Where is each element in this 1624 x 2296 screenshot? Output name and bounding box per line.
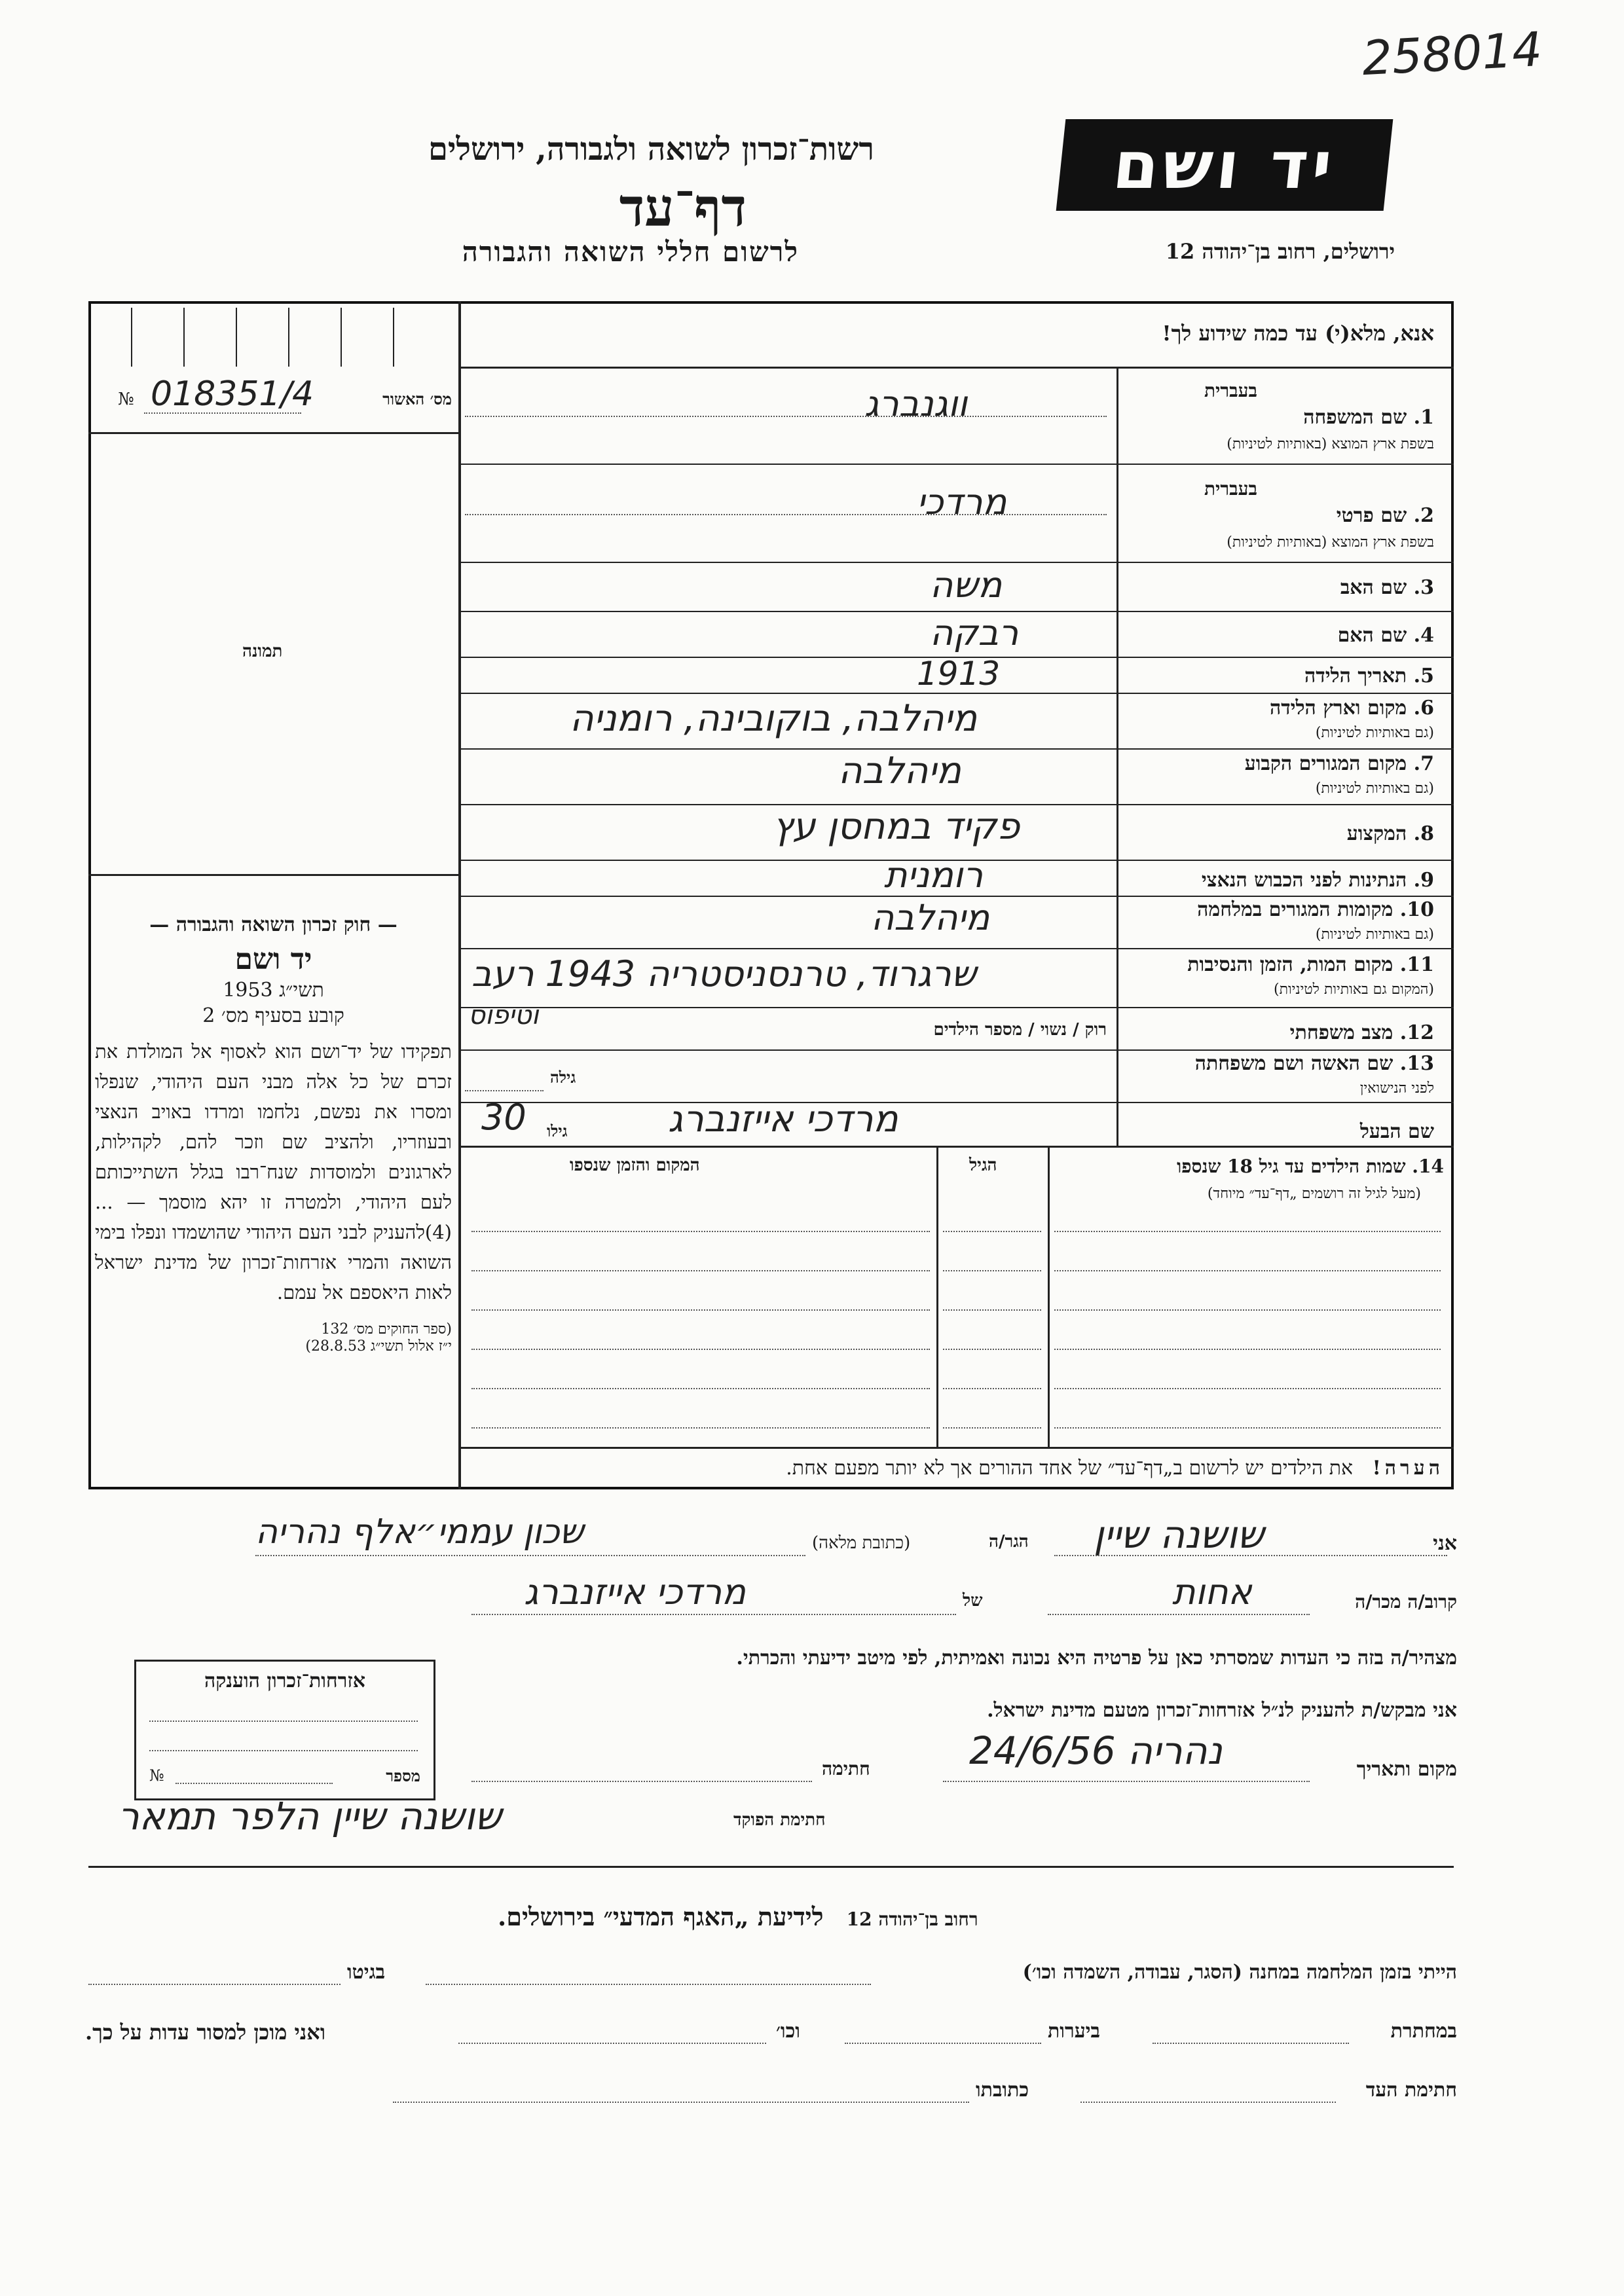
citizenship-number-label: מספר xyxy=(386,1766,420,1785)
field-value[interactable]: מרדכי xyxy=(917,481,1007,522)
wife-age-label: גילה xyxy=(550,1068,576,1087)
field-label: 5. תאריך הלידה xyxy=(1304,665,1434,687)
registration-label: מס׳ האשור xyxy=(382,390,452,409)
field-residence xyxy=(458,750,1454,805)
citizenship-box xyxy=(134,1660,435,1800)
citizenship-title: אזרחות־זכרון הוענקה xyxy=(204,1669,366,1692)
law-ref2: י״ז אלול תשי״ג 28.8.53) xyxy=(305,1338,452,1355)
decl-resident-label: הגר/ה xyxy=(989,1532,1029,1552)
field-lang: בעברית xyxy=(1204,380,1257,401)
photo-label: תמונה xyxy=(242,642,283,661)
footer-line1: הייתי בזמן המלחמה במחנה (הסגר, עבודה, השמדה וכו׳) xyxy=(1022,1961,1457,1984)
field-sub: (המקום גם באותיות לטיניות) xyxy=(1274,981,1434,998)
decl-official-value[interactable]: שושנה שיין הלפר תמאר xyxy=(118,1794,502,1838)
field-sub: (גם באותיות לטיניות) xyxy=(1315,725,1434,741)
field-wife-name xyxy=(458,1051,1454,1103)
registration-boxes xyxy=(92,308,458,367)
footer-address-label: כתובתו xyxy=(976,2079,1029,2102)
field-label: 7. מקום המגורים הקבוע xyxy=(1244,752,1434,775)
field-war-residence xyxy=(458,897,1454,949)
decl-signature-label: חתימה xyxy=(822,1758,870,1779)
field-value[interactable]: מרדכי אייזנברג xyxy=(668,1098,898,1140)
field-sub: (גם באותיות לטיניות) xyxy=(1315,780,1434,797)
logo-text: יד ושם xyxy=(1109,126,1340,204)
decl-statement: מצהיר/ה בזה כי העדות שמסרתי כאן על פרטיה היא נכונה ואמיתית, לפי מיטב ידיעתי והכרתי. xyxy=(736,1647,1457,1669)
husband-age-value[interactable]: 30 xyxy=(481,1097,526,1138)
registration-prefix: № xyxy=(118,390,134,409)
header-address: ירושלים, רחוב בן־יהודה 12 xyxy=(1165,239,1395,264)
field-value[interactable]: רומנית xyxy=(884,854,984,896)
authority-name: רשות־זכרון לשואה ולגבורה, ירושלים xyxy=(428,131,874,168)
field-value[interactable]: ווגנברג xyxy=(864,383,968,424)
field-value[interactable]: 1913 xyxy=(917,655,1001,693)
field-value[interactable]: שרגרוד, טרנסניסטריה 1943 רעב xyxy=(471,953,977,994)
archive-number: 258014 xyxy=(1360,21,1543,86)
decl-address-paren: (כתובת מלאה) xyxy=(812,1533,911,1553)
decl-i-label: אני xyxy=(1433,1532,1457,1555)
field-value[interactable]: רבקה xyxy=(930,612,1019,653)
law-section xyxy=(95,913,452,1355)
decl-of-value[interactable]: מרדכי אייזנברג xyxy=(524,1571,746,1613)
footer-forests: ביערות xyxy=(1048,2020,1101,2043)
footer-etc: וכו׳ xyxy=(776,2020,800,2043)
registration-value: 018351/4 xyxy=(151,374,314,414)
field-mother-name xyxy=(458,612,1454,658)
field-value[interactable]: פקיד במחסן עץ xyxy=(773,805,1020,848)
field-nationality xyxy=(458,854,1454,897)
decl-relation-value[interactable]: אחות xyxy=(1172,1571,1252,1613)
field-sub: בשפת ארץ המוצא (באותיות לטיניות) xyxy=(1227,436,1434,452)
field-value[interactable]: מיהלבה, בוקובינה, רומניה xyxy=(570,697,978,740)
form-subtitle: לרשום חללי השואה והגבורה xyxy=(462,236,799,268)
field-first-name xyxy=(458,465,1454,563)
children-sub: (מעל לגיל זה רושמים „דף־עד״ מיוחד) xyxy=(1207,1186,1421,1202)
field-sub: רוק / נשוי / מספר הילדים xyxy=(933,1020,1107,1040)
field-birth-date xyxy=(458,655,1454,694)
field-label: 8. המקצוע xyxy=(1346,822,1434,845)
field-lang: בעברית xyxy=(1204,478,1257,500)
children-age-header: הגיל xyxy=(969,1156,997,1175)
decl-official-label: חתימת הפוקד xyxy=(733,1810,826,1830)
decl-request: אני מבקש/ת להעניק לנ״ל אזרחות־זכרון מטעם מדינת ישראל. xyxy=(987,1699,1457,1722)
law-ref1: (ספר החוקים מס׳ 132 xyxy=(321,1321,452,1338)
law-title: — חוק זכרון השואה והגבורה — xyxy=(149,913,397,936)
field-label: 9. הנתינות לפני הכבוש הנאצי xyxy=(1201,869,1434,892)
footer-ghetto: בגיטו xyxy=(347,1961,386,1984)
field-label: 3. שם האב xyxy=(1340,576,1434,599)
field-label: 11. מקום המות, הזמן והנסיבות xyxy=(1187,953,1434,976)
field-label: שם הבעל xyxy=(1359,1120,1434,1143)
field-label: 13. שם האשה ושם משפחתה xyxy=(1194,1052,1434,1075)
field-label: 2. שם פרטי xyxy=(1336,504,1434,527)
field-family-name xyxy=(458,367,1454,465)
field-label: 10. מקומות המגורים במלחמה xyxy=(1197,898,1434,921)
field-husband-name xyxy=(458,1097,1454,1146)
form-title: דף־עד xyxy=(619,177,747,238)
decl-name-value[interactable]: שושנה שיין xyxy=(1094,1512,1264,1557)
field-value[interactable]: מיהלבה xyxy=(871,897,990,938)
law-year: תשי״ג 1953 xyxy=(223,979,324,1002)
field-birth-place xyxy=(458,694,1454,750)
footer-ready: ואני מוכן למסור עדות על כך. xyxy=(85,2020,326,2045)
field-label: 6. מקום וארץ הלידה xyxy=(1269,697,1434,720)
husband-age-label: גילו xyxy=(547,1121,568,1140)
field-sub: בשפת ארץ המוצא (באותיות לטיניות) xyxy=(1227,534,1434,551)
law-name: יד ושם xyxy=(234,943,312,976)
decl-address-value[interactable]: שכון עממי״אלף נהריה xyxy=(255,1512,584,1552)
field-sub: (גם באותיות לטיניות) xyxy=(1315,926,1434,943)
field-label: 1. שם המשפחה xyxy=(1303,406,1434,429)
decl-of-label: של xyxy=(963,1591,983,1611)
field-label: 12. מצב משפחתי xyxy=(1289,1021,1434,1044)
instruction: אנא, מלא(י) עד כמה שידוע לך! xyxy=(1162,321,1434,346)
children-label: 14. שמות הילדים עד גיל 18 שנספו xyxy=(1177,1156,1444,1177)
note xyxy=(786,1457,1444,1480)
law-clause: קובע בסעיף מס׳ 2 xyxy=(202,1004,344,1027)
field-value[interactable]: מיהלבה xyxy=(838,750,961,792)
field-value-cont[interactable]: וטיפוס xyxy=(468,1000,539,1030)
footer-title: לידיעת „האגף המדעי״ בירושלים. xyxy=(498,1902,824,1931)
law-body: תפקידו של יד־ושם הוא לאסוף אל המולדת את זכרם של כל אלה מבני העם היהודי, שנפלו ומסרו את נפשם, נלחמו ומרדו באויב הנאצי ובעוזריו, ולהציב שם וזכר להם, לקהילות, לארגונים ולמוסדות שנח־רבו בגלל השתייכותם לעם היהודי, ולמטרה זו יהא מוסמך — ...(4)להעניק לבני העם היהודי שהושמדו ונפלו בימי השואה והמרי אזרחות־זכרון של מדינת ישראל לאות היאספם אל עמם. xyxy=(95,1040,452,1303)
decl-place-date-label: מקום ותאריך xyxy=(1356,1758,1457,1781)
footer-address: רחוב בן־יהודה 12 xyxy=(846,1908,978,1930)
field-father-name xyxy=(458,563,1454,612)
field-death-place xyxy=(458,949,1454,1008)
decl-place-date-value[interactable]: נהריה 24/6/56 xyxy=(969,1728,1223,1773)
field-marital-status xyxy=(458,1000,1454,1051)
logo xyxy=(1056,119,1393,211)
field-value[interactable]: משה xyxy=(930,564,1003,606)
citizenship-prefix: № xyxy=(149,1766,164,1785)
footer-underground: במחתרת xyxy=(1390,2020,1457,2043)
children-place-header: המקום והזמן שנספו xyxy=(570,1156,700,1175)
field-occupation xyxy=(458,805,1454,861)
note-label: הערה! xyxy=(1372,1457,1444,1480)
field-sub: לפני הנישואין xyxy=(1359,1080,1434,1097)
footer-heading xyxy=(498,1902,978,1932)
decl-relative-label: קרוב/ה מכר/ה xyxy=(1355,1591,1457,1613)
footer-witness-signature: חתימת העד xyxy=(1365,2079,1457,2102)
field-label: 4. שם האם xyxy=(1337,624,1434,647)
note-text: את הילדים יש לרשום ב„דף־עד״ של אחד ההורים אך לא יותר מפעם אחת. xyxy=(786,1457,1354,1480)
